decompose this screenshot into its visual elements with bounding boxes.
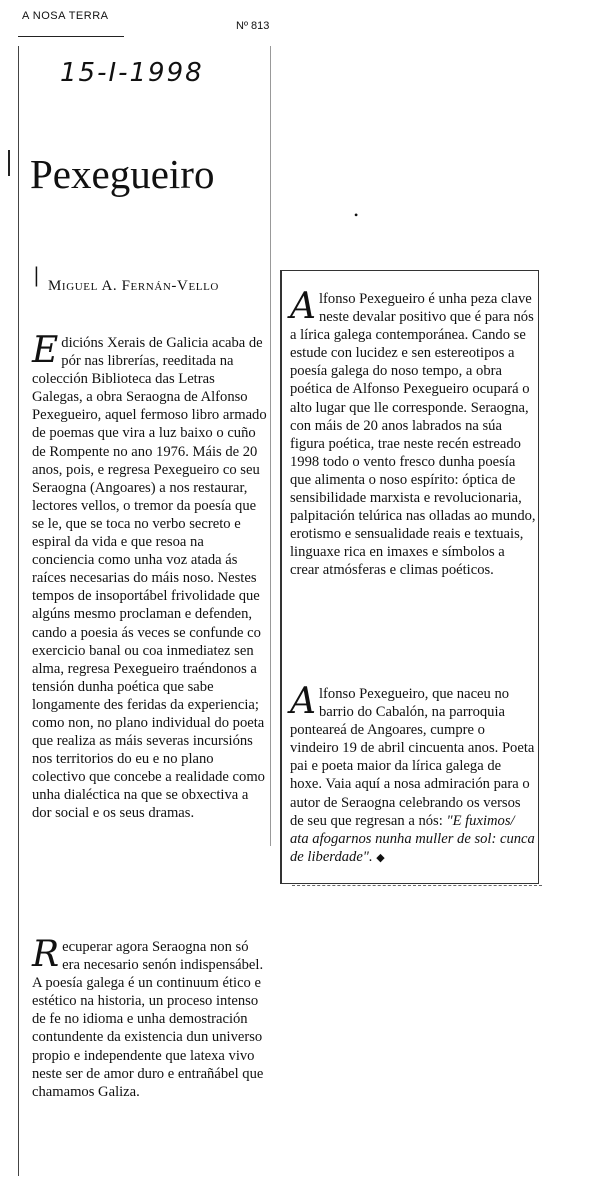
dropcap: A xyxy=(290,681,316,722)
article-column-1 xyxy=(32,330,268,823)
article-column-4 xyxy=(290,681,536,867)
handwritten-date: 15-I-1998 xyxy=(60,58,204,88)
paragraph-text: lfonso Pexegueiro, que naceu no barrio do Cabalón, na parroquia ponteareá de Angoares, cumpre o vindeiro 19 de abril cincuenta anos. Poeta pai e poeta maior da lírica galega de hoxe. Vaia aquí a nosa admiración para o autor de Seraogna celebrando os versos de seu que regresan a nós: xyxy=(290,686,535,829)
sidebar-box-bottom-rule xyxy=(292,885,542,887)
end-mark-icon: ◆ xyxy=(376,851,385,864)
article-column-3 xyxy=(290,286,536,580)
paragraph-text: ecuperar agora Seraogna non só era necesario senón indispensábel. A poesía galega é un continuum ético e estético na historia, un proceso intenso de fe no idioma e unha demostración contundente da existencia dun universo propio e independente que latexa vivo neste ser de amor duro e entrañábel que chamamos Galiza. xyxy=(32,939,264,1100)
article-author: Miguel A. Fernán-Vello xyxy=(48,278,219,294)
article-column-2 xyxy=(32,934,268,1101)
left-border-line xyxy=(18,46,19,1176)
top-rule xyxy=(18,36,124,37)
article-title: Pexegueiro xyxy=(30,151,215,197)
poem-quote: "E fuximos/ ata afogarnos nunha muller de sol: cunca de liberdade". xyxy=(290,812,535,865)
stray-mark: • xyxy=(354,208,359,222)
column-divider-line xyxy=(270,46,271,846)
margin-mark xyxy=(8,150,10,176)
dropcap: R xyxy=(32,934,60,975)
dropcap: E xyxy=(32,330,59,371)
paragraph-text: dicións Xerais de Galicia acaba de pór nas librerías, reeditada na colección Biblioteca das Letras Galegas, a obra Seraogna de Alfonso Pexegueiro, aquel fermoso libro armado de poemas que vira a luz baixo o cuño de Rompente no ano 1976. Máis de 20 anos, pois, e regresa Pexegueiro co seu Seraogna (Angoares) a nos restaurar, lectores vellos, o tremor da poesía que se le, que se toca no verbo secreto e espiral da vida e que resoa na conciencia como unha voz atada ás raíces necesarias do máis noso. Nestes tempos de insoportábel frivolidade que algúns mesmo proclaman e defenden, cando a poesia ás veces se confunde co exercicio banal ou coa inmediatez sen alma, regresa Pexegueiro traéndonos a tensión dunha poética que sabe longamente des feridas da experiencia; como non, no plano individual do poeta que realiza as máis severas incursións nos territorios do eu e no plano colectivo que concebe a realidade como unha dialéctica na que se obxectiva a dor social e os seus dramas. xyxy=(32,335,267,822)
masthead: A NOSA TERRA xyxy=(22,10,109,22)
paragraph-text: lfonso Pexegueiro é unha peza clave neste devalar positivo que é para nós a lírica galega contemporánea. Cando se estude con lucidez e sen estereotipos a poesía galega do noso tempo, a obra poética de Alfonso Pexegueiro ocupará o alto lugar que lle corresponde. Seraogna, con máis de 20 anos labrados na súa figura poética, trae neste recén estreado 1998 todo o vento fresco dunha poesía que alimenta o noso espírito: óptica de sensibilidade marxista e revolucionaria, palpitación telúrica nas olladas ao mundo, erotismo e sensualidade reais e textuais, linguaxe rica en imaxes e símbolos a crear atmósferas e climas poéticos. xyxy=(290,291,536,579)
issue-number: Nº 813 xyxy=(236,20,270,32)
author-bullet-icon: | xyxy=(34,262,39,287)
dropcap: A xyxy=(290,286,316,327)
